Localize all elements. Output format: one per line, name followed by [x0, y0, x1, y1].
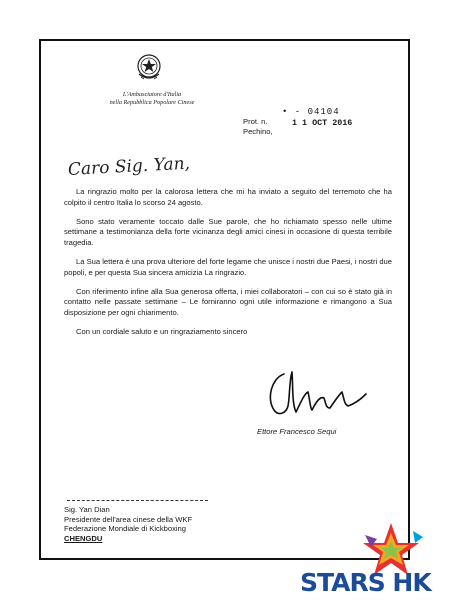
paragraph: Con un cordiale saluto e un ringraziamento sincero	[76, 326, 248, 336]
recipient-address	[64, 505, 192, 543]
paragraph: Sono stato veramente toccato dalle Sue parole, che ho richiamato spesso nelle ultime settimane a testimonianza della forte vicinanza degli amici cinesi in occasione di questa terribile tragedia.	[64, 216, 392, 247]
letterhead-line-2: nella Repubblica Popolare Cinese	[109, 99, 195, 106]
date-stamp: 1 1 OCT 2016	[292, 118, 353, 128]
letterhead-line-1: L'Ambasciatore d'Italia	[122, 91, 182, 98]
paragraph: La Sua lettera è una prova ulteriore del forte legame che unisce i nostri due Paesi, i nostri due popoli, e per questa Sua sincera amicizia La ringrazio.	[64, 256, 392, 277]
letter-body	[64, 187, 392, 346]
place-label: Pechino,	[243, 127, 273, 136]
prot-label: Prot. n.	[243, 117, 268, 126]
handwritten-signature-icon	[262, 364, 382, 424]
signer-name: Ettore Francesco Sequi	[257, 427, 337, 436]
paragraph: Con riferimento infine alla Sua generosa offerta, i miei collaboratori – con cui so è stato già in contatto nelle passate settimane – Le forniranno ogni utile informazione e rimangono a Sua disposizione per ogni chiarimento.	[64, 286, 392, 317]
recipient-city: CHENGDU	[64, 533, 103, 543]
handwritten-salutation: Caro Sig. Yan,	[67, 153, 191, 180]
divider	[67, 500, 208, 501]
recipient-name: Sig. Yan Dian	[64, 505, 110, 514]
recipient-title: Presidente dell'area cinese della WKF	[64, 514, 193, 524]
paragraph: La ringrazio molto per la calorosa lettera che mi ha inviato a seguito del terremoto che ha colpito il centro Italia lo scorso 24 agosto.	[64, 187, 392, 207]
protocol-number: • - 04104	[282, 107, 340, 117]
italian-republic-emblem-icon	[136, 52, 162, 82]
reference-block	[243, 107, 353, 137]
recipient-organization: Federazione Mondiale di Kickboxing	[64, 524, 186, 534]
stars-hk-logo: STARS HK	[300, 568, 431, 597]
letterhead	[97, 91, 207, 107]
